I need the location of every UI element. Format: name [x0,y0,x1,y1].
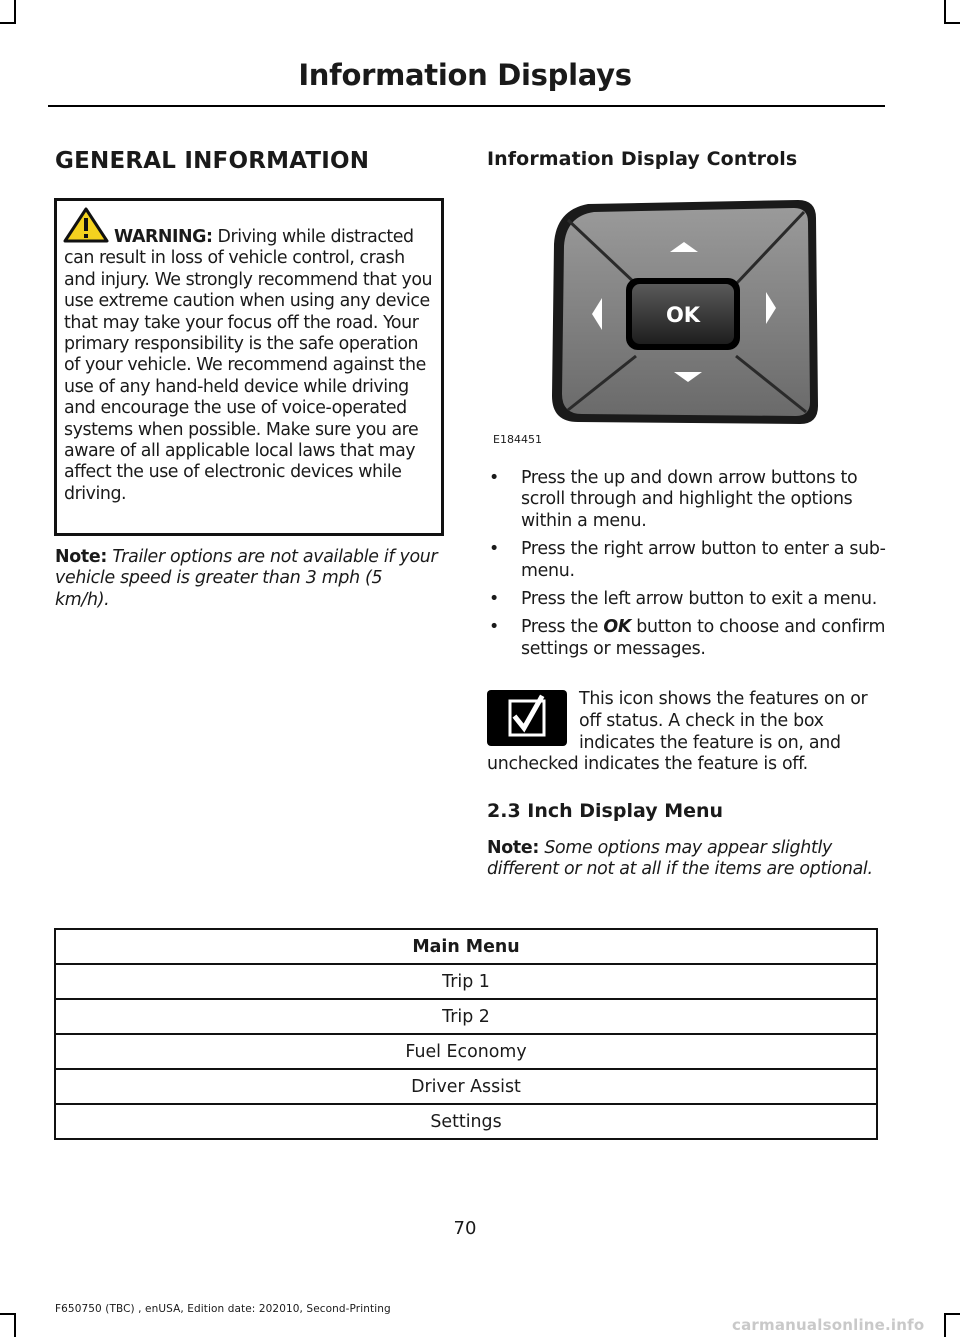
table-header: Main Menu [55,929,877,964]
edition-footer: F650750 (TBC) , enUSA, Edition date: 202010, Second-Printing [55,1303,391,1315]
list-item: • Press the right arrow button to enter a sub-menu. [489,539,886,581]
crop-mark [944,0,946,22]
list-item: • Press the OK button to choose and confirm settings or messages. [489,617,886,659]
check-icon-description: This icon shows the features on or off status. A check in the box indicates the feature is on, and unchecked indicates the feature is off. [487,689,868,775]
warning-label: WARNING: [114,227,213,247]
controls-heading: Information Display Controls [487,148,798,170]
table-row: Fuel Economy [55,1034,877,1069]
page-number: 70 [453,1218,477,1239]
note-text: Trailer options are not available if your vehicle speed is greater than 3 mph (5 km/h). [55,547,438,610]
steering-wheel-controls-image [548,196,820,432]
image-code: E184451 [493,433,542,446]
crop-mark [0,22,16,24]
warning-text [64,227,438,505]
note-label: Note: [487,838,540,858]
table-row: Driver Assist [55,1069,877,1104]
main-menu-table [54,928,878,1140]
crop-mark [944,1313,960,1315]
warning-body: Driving while distracted can result in loss of vehicle control, crash and injury. We strongly recommend that you use extreme caution when using any device that may take your focus off the road. Your primary responsibility is the safe operation of your vehicle. We recommend against the use of any hand-held device while driving and encourage the use of voice-operated systems when possible. Make sure you are aware of all applicable local laws that may affect the use of electronic devices while driving. [64,227,433,504]
section-heading: GENERAL INFORMATION [55,148,370,174]
watermark: carmanualsonline.info [732,1316,925,1334]
crop-mark [14,1315,16,1337]
warning-box [54,198,444,536]
crop-mark [14,0,16,22]
note-text: Some options may appear slightly different or not at all if the items are optional. [487,838,873,880]
table-row: Trip 2 [55,999,877,1034]
note-label: Note: [55,547,108,567]
page-header-title: Information Displays [298,58,632,92]
crop-mark [944,22,960,24]
table-row: Settings [55,1104,877,1139]
list-item: • Press the left arrow button to exit a menu. [489,589,877,610]
table-row: Trip 1 [55,964,877,999]
crop-mark [0,1313,16,1315]
crop-mark [944,1315,946,1337]
ok-button-label: OK [665,303,701,327]
list-item: • Press the up and down arrow buttons to scroll through and highlight the options within a menu. [489,468,858,531]
controls-bullet-list [487,468,887,667]
display-menu-heading: 2.3 Inch Display Menu [487,800,724,822]
trailer-note [55,547,440,611]
header-divider [48,105,885,107]
options-note [487,838,877,881]
